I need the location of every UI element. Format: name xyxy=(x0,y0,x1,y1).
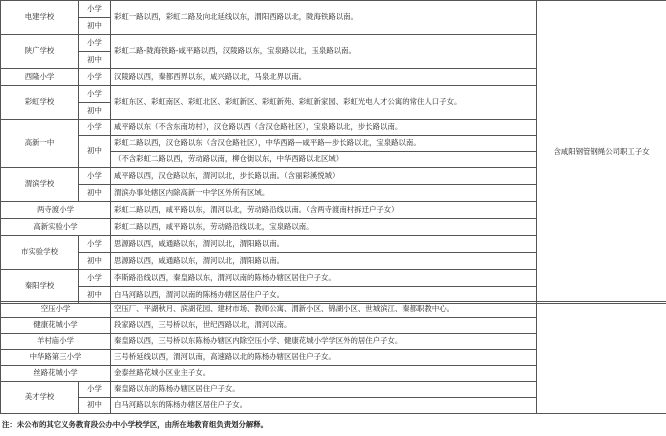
school-name: 彩虹学校 xyxy=(1,86,79,120)
district-cell: 彩虹东区、彩虹南区、彩虹北区、彩虹新区、彩虹新苑、彩虹新家园、彩虹光电人才公寓的常住人口子女。 xyxy=(111,86,537,120)
school-name: 空压小学 xyxy=(1,302,111,318)
district-cell: 彩虹二路以西，汉仓路以东（含汉仓路社区），中华西路—咸平路—步长路以北，宝泉路以南。 xyxy=(111,136,537,152)
level-cell: 小学 xyxy=(79,1,111,18)
level-cell: 初中 xyxy=(79,52,111,69)
district-cell: 三号桥延线以西，渭河以南，高速路以北的陈杨办辖区居住户子女。 xyxy=(111,350,537,366)
district-cell: 彩虹一路以西，彩虹二路及向北延线以东，渭阳西路以北，陇海铁路以南。 xyxy=(111,1,537,35)
district-cell: 秦皇路以东的陈杨办辖区居住户子女。 xyxy=(111,382,537,398)
level-cell: 初中 xyxy=(79,136,111,168)
level-cell: 小学 xyxy=(79,382,111,398)
district-cell: 思源路以西，咸通路以东，渭河以北，渭阳路以南。 xyxy=(111,253,537,270)
level-cell: 初中 xyxy=(79,287,111,304)
school-name: 美才学校 xyxy=(1,382,79,414)
level-cell: 初中 xyxy=(79,253,111,270)
district-cell: 咸平路以西，汉仓路以东，渭河以北，步长路以南。（含丽彩溪悦城） xyxy=(111,168,537,185)
district-cell: 彩虹二路以西，咸平路以东，劳动路沿线以北，宝泉路以南。 xyxy=(111,219,537,236)
school-name: 渭滨学校 xyxy=(1,168,79,202)
district-cell: 渭滨办事处辖区内除高新一中学区外所有区域。 xyxy=(111,185,537,202)
level-cell: 小学 xyxy=(79,86,111,103)
school-name: 高新实验小学 xyxy=(1,219,111,236)
district-cell: 白马河路以西，渭河以南的陈杨办辖区居住户子女。 xyxy=(111,287,537,304)
district-cell: 金泰丝路花城小区业主子女。 xyxy=(111,366,537,382)
footnote: 注：未公布的其它义务教育段公办中小学校学区，由所在地教育组负责划分解释。 xyxy=(2,420,269,429)
district-cell: 思源路以西，咸通路以东，渭河以北，渭阳路以南。 xyxy=(111,236,537,253)
school-name: 秦阳学校 xyxy=(1,270,79,304)
district-cell: 段家路以西，三号桥以东，世纪西路以北，渭河以南。 xyxy=(111,318,537,334)
level-cell: 初中 xyxy=(79,18,111,35)
district-cell: 白马河路以东的陈杨办辖区居住户子女。 xyxy=(111,398,537,414)
district-cell: 汉陵路以西，秦都西界以东，咸兴路以北，马泉北界以南。 xyxy=(111,69,537,86)
level-cell: 小学 xyxy=(79,120,111,136)
school-name: 市实验学校 xyxy=(1,236,79,270)
level-cell: 小学 xyxy=(79,270,111,287)
level-cell: 小学 xyxy=(79,168,111,185)
school-name: 电建学校 xyxy=(1,1,79,35)
district-cell: （不含彩虹二路以西，劳动路以南，柳仓街以东，中华西路以北区域） xyxy=(111,152,537,168)
level-cell: 初中 xyxy=(79,398,111,414)
school-district-table-lower xyxy=(0,301,666,414)
district-cell: 咸平路以东（不含东南坊村），汉仓路以西（含汉仓路社区），宝泉路以北，步长路以南。 xyxy=(111,120,537,136)
table-row xyxy=(1,302,666,318)
school-name: 高新一中 xyxy=(1,120,79,168)
table-row xyxy=(1,1,666,18)
school-name: 羊村庙小学 xyxy=(1,334,111,350)
school-name: 两寺渡小学 xyxy=(1,202,111,219)
level-cell: 小学 xyxy=(79,35,111,52)
district-cell: 彩虹二路-陇海铁路-咸平路以西，汉陵路以东，宝泉路以北，玉泉路以南。 xyxy=(111,35,537,69)
school-name: 丝路花城小学 xyxy=(1,366,111,382)
level-cell: 小学 xyxy=(79,236,111,253)
school-name: 西隆小学 xyxy=(1,69,79,86)
level-cell: 初中 xyxy=(79,103,111,120)
level-cell: 小学 xyxy=(79,69,111,86)
school-name: 陕广学校 xyxy=(1,35,79,69)
level-cell: 初中 xyxy=(79,185,111,202)
district-cell: 彩虹二路以西，咸平路以东，渭河以北，劳动路沿线以南。（含两寺渡南村拆迁户子女） xyxy=(111,202,537,219)
district-cell: 秦皇路以西，三号桥以东陈杨办辖区内除空压小学、健康花城小学学区外的居住户子女。 xyxy=(111,334,537,350)
school-name: 健康花城小学 xyxy=(1,318,111,334)
note-cell: 含咸阳钢管钢绳公司职工子女 xyxy=(537,1,666,304)
note-cell-empty xyxy=(537,302,666,414)
school-name: 中华路第三小学 xyxy=(1,350,111,366)
district-cell: 李斯路沿线以西，秦皇路以东，渭河以南的陈杨办辖区居住户子女。 xyxy=(111,270,537,287)
district-cell: 空压厂、平湖秋月、滨湖花园、建材市场、教师公寓、渭新小区、锦湖小区、世城滨江、秦都职教中心。 xyxy=(111,302,537,318)
